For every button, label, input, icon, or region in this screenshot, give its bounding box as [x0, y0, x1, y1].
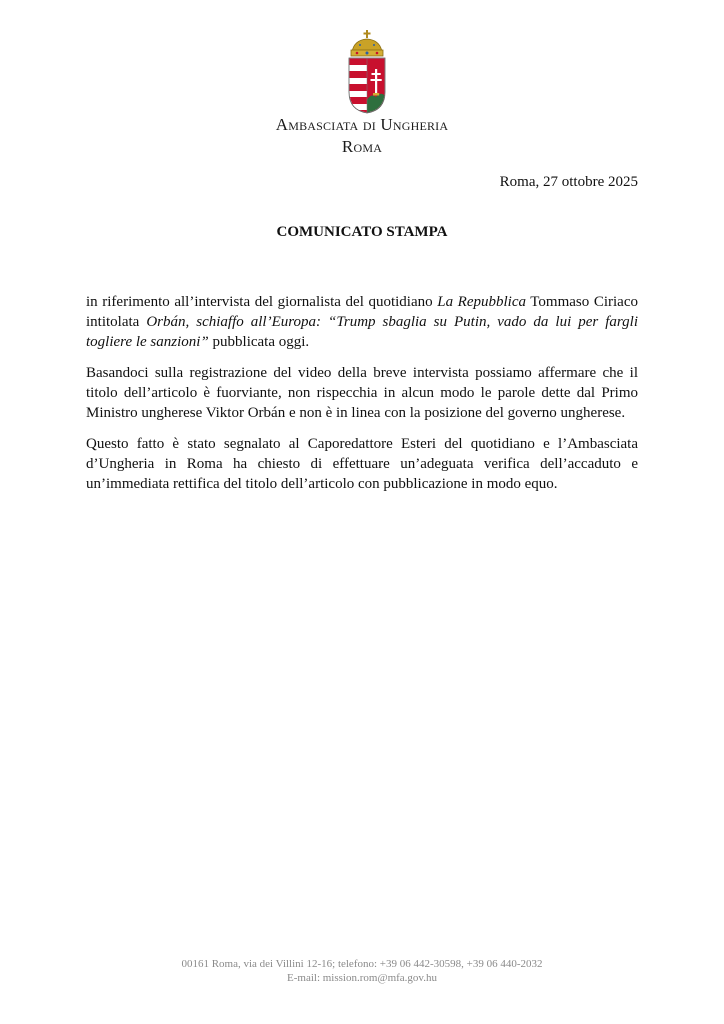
embassy-city: Roma	[341, 137, 383, 156]
article-headline: Orbán, schiaffo all’Europa: “Trump sbaglia su Putin, vado da lui per fargli togliere le sanzioni”	[86, 314, 638, 350]
hungarian-coat-of-arms-icon	[346, 30, 388, 114]
paragraph-1	[86, 292, 638, 352]
paragraph-3: Questo fatto è stato segnalato al Caporedattore Esteri del quotidiano e l’Ambasciata d’Ungheria in Roma ha chiesto di effettuare un’adeguata verifica dell’accaduto e un’immediata rettifica del titolo dell’articolo con pubblicazione in modo equo.	[86, 436, 638, 492]
embassy-name: Ambasciata di Ungheria	[275, 115, 449, 134]
paragraph-1-text-c: pubblicata oggi.	[208, 334, 310, 350]
footer-address: 00161 Roma, via dei Villini 12-16; telefono: +39 06 442-30598, +39 06 440-2032	[181, 958, 543, 970]
date-line: Roma, 27 ottobre 2025	[499, 174, 638, 190]
footer	[0, 957, 724, 985]
footer-email: E-mail: mission.rom@mfa.gov.hu	[287, 972, 437, 984]
newspaper-name: La Repubblica	[437, 294, 526, 310]
paragraph-2: Basandoci sulla registrazione del video della breve intervista possiamo affermare che il titolo dell’articolo è fuorviante, non rispecchia in alcun modo le parole dette dal Primo Ministro ungherese Viktor Orbán e non è in linea con la posizione del governo ungherese.	[86, 365, 638, 421]
paragraph-1-text-b: Tommaso Ciriaco intitolata	[86, 294, 638, 330]
paragraph-1-text-a: in riferimento all’intervista del giornalista del quotidiano	[86, 294, 438, 310]
document-title: COMUNICATO STAMPA	[276, 224, 448, 240]
document-body	[86, 292, 638, 506]
